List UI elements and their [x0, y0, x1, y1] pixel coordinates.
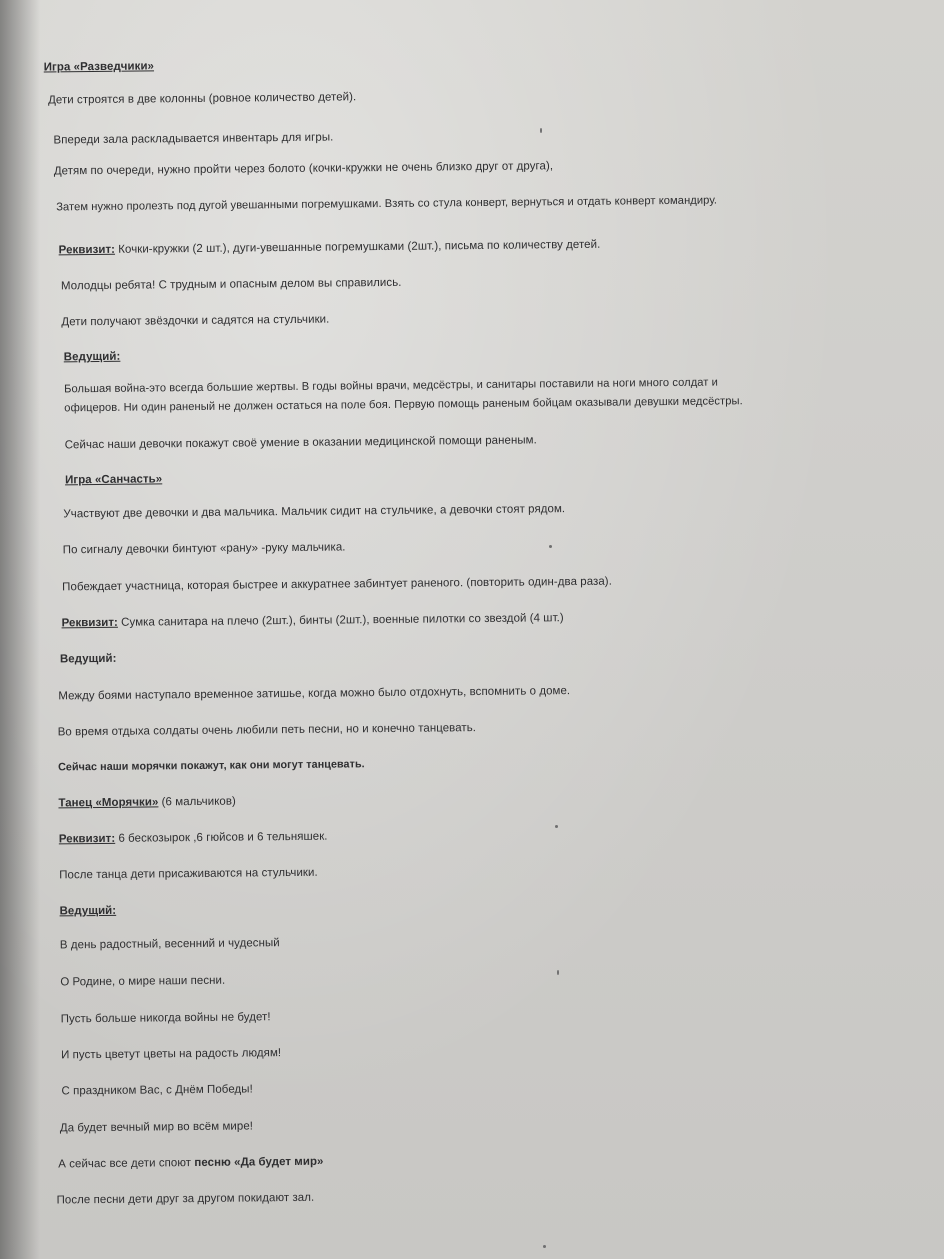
poem-line: И пусть цветут цветы на радость людям!: [60, 1047, 282, 1062]
text-line: Затем нужно пролезть под дугой увешанными погремушками. Взять со стула конверт, вернуться и отдать конверт командиру.: [56, 194, 718, 214]
text-line: Дети строятся в две колонны (ровное количество детей).: [47, 91, 357, 107]
text-line: После танца дети присаживаются на стульчики.: [59, 866, 318, 882]
speaker-label-text: Ведущий:: [63, 350, 121, 364]
paper-speck: [555, 825, 558, 828]
speaker-label-text: Ведущий:: [59, 904, 117, 918]
poem-line: О Родине, о мире наши песни.: [60, 974, 226, 989]
props-line: [59, 831, 328, 846]
text-line: После песни дети друг за другом покидают зал.: [56, 1191, 315, 1207]
props-label: Реквизит:: [58, 243, 116, 257]
song-title: песню «Да будет мир»: [194, 1155, 324, 1170]
speaker-label: [59, 905, 116, 918]
section-title-sanchast: [65, 473, 162, 486]
text-line: Во время отдыха солдаты очень любили петь песни, но и конечно танцевать.: [57, 722, 477, 739]
text-line: Побеждает участница, которая быстрее и аккуратнее забинтует раненого. (повторить один-два раза).: [62, 575, 612, 594]
text-line: Сейчас наши девочки покажут своё умение в оказании медицинской помощи раненым.: [64, 434, 537, 452]
poem-line: Да будет вечный мир во всём мире!: [59, 1120, 254, 1135]
text-line: Детям по очереди, нужно пройти через болото (кочки-кружки не очень близко друг от друга),: [53, 160, 554, 178]
text-line: офицеров. Ни один раненый не должен остаться на поле боя. Первую помощь раненым бойцам оказывали девушки медсёстры.: [64, 395, 743, 415]
song-line: [58, 1156, 323, 1171]
paper-speck: [557, 970, 559, 975]
dance-text: (6 мальчиков): [158, 795, 236, 809]
paper-speck: [540, 128, 542, 133]
text-line: По сигналу девочки бинтуют «рану» -руку мальчика.: [62, 541, 346, 557]
poem-line: В день радостный, весенний и чудесный: [59, 937, 280, 952]
text-line: Участвуют две девочки и два мальчика. Мальчик сидит на стульчике, а девочки стоят рядом.: [63, 503, 566, 521]
heading-label: Игра «Санчасть»: [64, 473, 163, 487]
text-line: Между боями наступало временное затишье, когда можно было отдохнуть, вспомнить о доме.: [58, 685, 571, 703]
text-line: Большая война-это всегда большие жертвы. В годы войны врачи, медсёстры, и санитары поставили на ноги много солдат и: [64, 376, 718, 396]
poem-line: С праздником Вас, с Днём Победы!: [61, 1083, 253, 1098]
poem-line: Пусть больше никогда войны не будет!: [60, 1011, 271, 1026]
section-title-razvedchiki: [44, 60, 154, 73]
props-label: Реквизит:: [58, 832, 116, 846]
paper-speck: [549, 545, 552, 548]
props-text: Кочки-кружки (2 шт.), дуги-увешанные погремушками (2шт.), письма по количеству детей.: [114, 238, 601, 256]
dance-label: Танец «Морячки»: [58, 796, 159, 810]
props-text: 6 бескозырок ,6 гюйсов и 6 тельняшек.: [115, 830, 328, 845]
props-label: Реквизит:: [61, 616, 118, 630]
dance-line: [58, 796, 236, 810]
props-text: Сумка санитара на плечо (2шт.), бинты (2шт.), военные пилотки со звездой (4 шт.): [117, 612, 564, 629]
text-line: Дети получают звёздочки и садятся на стульчики.: [61, 313, 330, 329]
speaker-label: [64, 351, 121, 364]
heading-label: Игра «Разведчики»: [43, 60, 155, 74]
text-line: Впереди зала раскладывается инвентарь для игры.: [53, 131, 334, 147]
props-line: [59, 239, 601, 257]
speaker-label-text: Ведущий:: [59, 652, 117, 666]
song-text: А сейчас все дети споют: [58, 1157, 195, 1171]
paper-speck: [543, 1245, 546, 1248]
text-line: Молодцы ребята! С трудным и опасным делом вы справились.: [60, 276, 402, 293]
text-line: Сейчас наши морячки покажут, как они могут танцевать.: [57, 758, 365, 774]
speaker-label: [60, 653, 117, 666]
props-line: [61, 612, 563, 629]
